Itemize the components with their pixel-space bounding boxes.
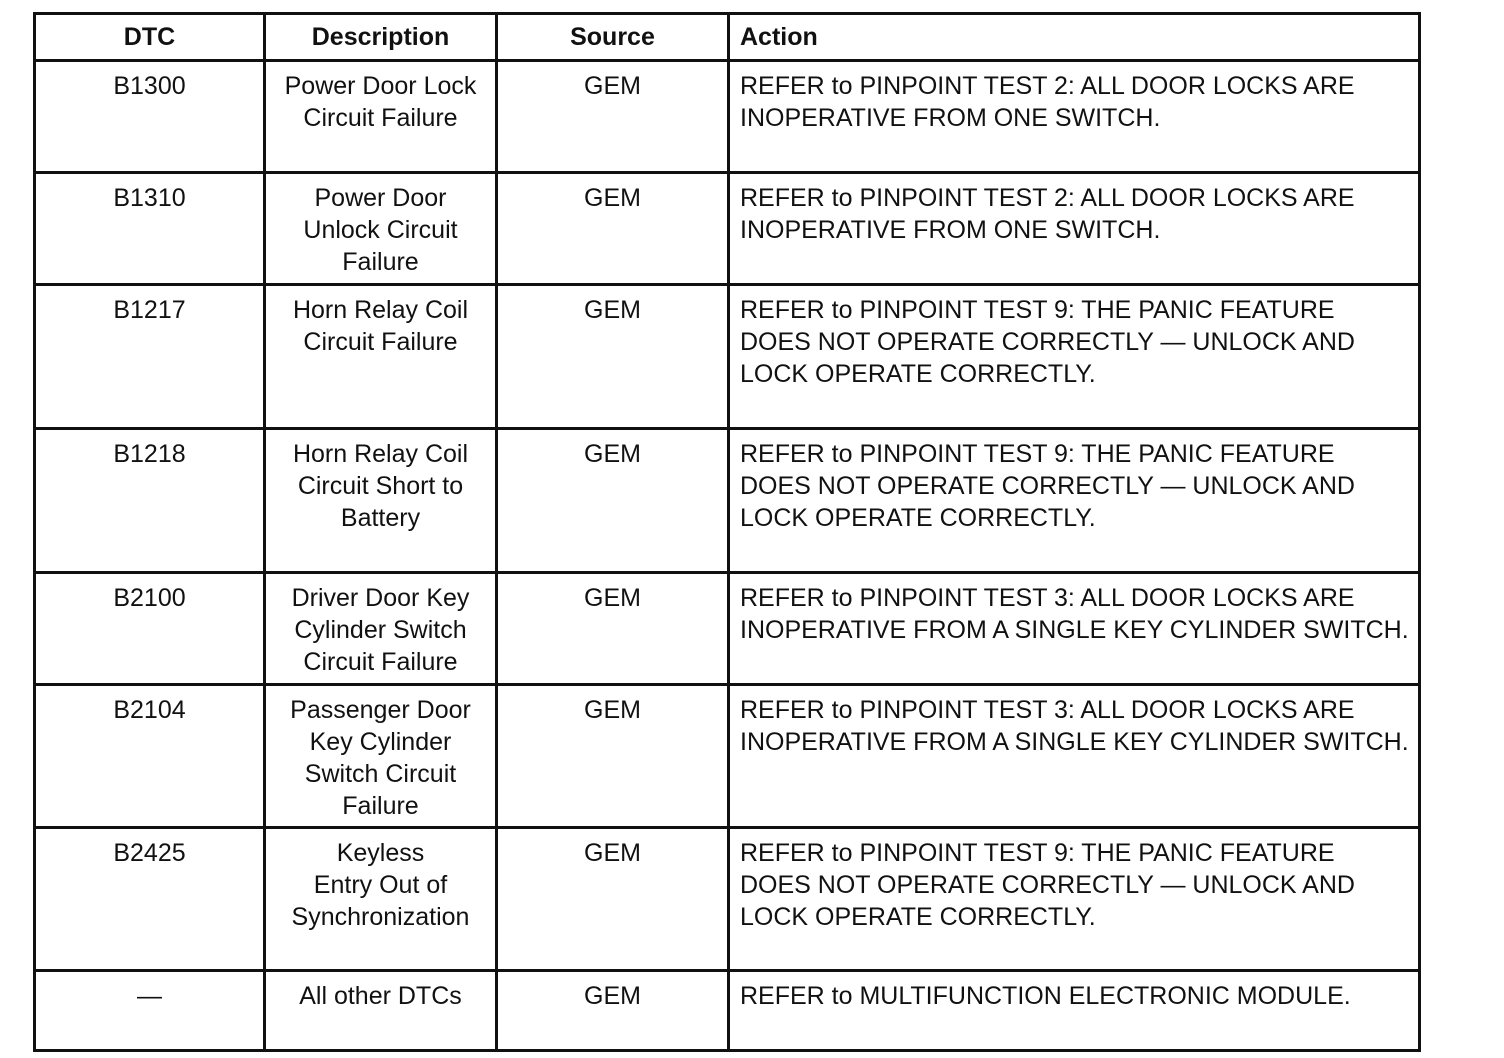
dtc-source: GEM: [497, 429, 729, 573]
table-row: [35, 173, 1420, 285]
dtc-description: [265, 573, 497, 685]
dtc-code: B1218: [35, 429, 265, 573]
dtc-action: REFER to PINPOINT TEST 9: THE PANIC FEATURE DOES NOT OPERATE CORRECTLY — UNLOCK AND LOCK OPERATE CORRECTLY.: [729, 828, 1420, 971]
dtc-source: GEM: [497, 173, 729, 285]
dtc-code: B1217: [35, 285, 265, 429]
dtc-description: [265, 971, 497, 1051]
dtc-table-container: [33, 12, 1418, 1052]
table-row: [35, 429, 1420, 573]
dtc-code: B2100: [35, 573, 265, 685]
dtc-description-text: Horn Relay Coil Circuit Failure: [292, 296, 469, 356]
dtc-action: REFER to PINPOINT TEST 3: ALL DOOR LOCKS ARE INOPERATIVE FROM A SINGLE KEY CYLINDER SWITCH.: [729, 685, 1420, 828]
dtc-action: REFER to MULTIFUNCTION ELECTRONIC MODULE.: [729, 971, 1420, 1051]
dtc-source: GEM: [497, 573, 729, 685]
dtc-code: B1310: [35, 173, 265, 285]
dtc-code: B2104: [35, 685, 265, 828]
table-header-row: [35, 14, 1420, 61]
dtc-description-text: All other DTCs: [299, 982, 462, 1010]
header-dtc: DTC: [35, 14, 265, 61]
dtc-description-text: Keyless Entry Out of Synchronization: [291, 839, 470, 931]
dtc-description: [265, 429, 497, 573]
dtc-source: GEM: [497, 828, 729, 971]
dtc-action: REFER to PINPOINT TEST 9: THE PANIC FEATURE DOES NOT OPERATE CORRECTLY — UNLOCK AND LOCK OPERATE CORRECTLY.: [729, 285, 1420, 429]
dtc-action: REFER to PINPOINT TEST 9: THE PANIC FEATURE DOES NOT OPERATE CORRECTLY — UNLOCK AND LOCK OPERATE CORRECTLY.: [729, 429, 1420, 573]
dtc-description: [265, 173, 497, 285]
dtc-source: GEM: [497, 971, 729, 1051]
dtc-description-text: Horn Relay Coil Circuit Short to Battery: [292, 440, 469, 532]
dtc-description: [265, 828, 497, 971]
dtc-table: [33, 12, 1421, 1052]
dtc-action: REFER to PINPOINT TEST 2: ALL DOOR LOCKS ARE INOPERATIVE FROM ONE SWITCH.: [729, 61, 1420, 173]
dtc-source: GEM: [497, 285, 729, 429]
header-action: Action: [729, 14, 1420, 61]
dtc-source: GEM: [497, 61, 729, 173]
table-row: [35, 971, 1420, 1051]
dtc-description-text: Passenger Door Key Cylinder Switch Circuit Failure: [290, 696, 471, 820]
dtc-code: B2425: [35, 828, 265, 971]
dtc-description-text: Driver Door Key Cylinder Switch Circuit Failure: [291, 584, 470, 676]
dtc-code: —: [35, 971, 265, 1051]
dtc-description-text: Power Door Unlock Circuit Failure: [303, 184, 458, 276]
dtc-action: REFER to PINPOINT TEST 2: ALL DOOR LOCKS ARE INOPERATIVE FROM ONE SWITCH.: [729, 173, 1420, 285]
table-row: [35, 828, 1420, 971]
table-row: [35, 685, 1420, 828]
dtc-source: GEM: [497, 685, 729, 828]
dtc-code: B1300: [35, 61, 265, 173]
table-row: [35, 573, 1420, 685]
dtc-description: [265, 285, 497, 429]
header-source: Source: [497, 14, 729, 61]
dtc-description-text: Power Door Lock Circuit Failure: [284, 72, 477, 132]
table-row: [35, 61, 1420, 173]
table-row: [35, 285, 1420, 429]
dtc-description: [265, 685, 497, 828]
dtc-description: [265, 61, 497, 173]
dtc-action: REFER to PINPOINT TEST 3: ALL DOOR LOCKS ARE INOPERATIVE FROM A SINGLE KEY CYLINDER SWITCH.: [729, 573, 1420, 685]
header-description: Description: [265, 14, 497, 61]
